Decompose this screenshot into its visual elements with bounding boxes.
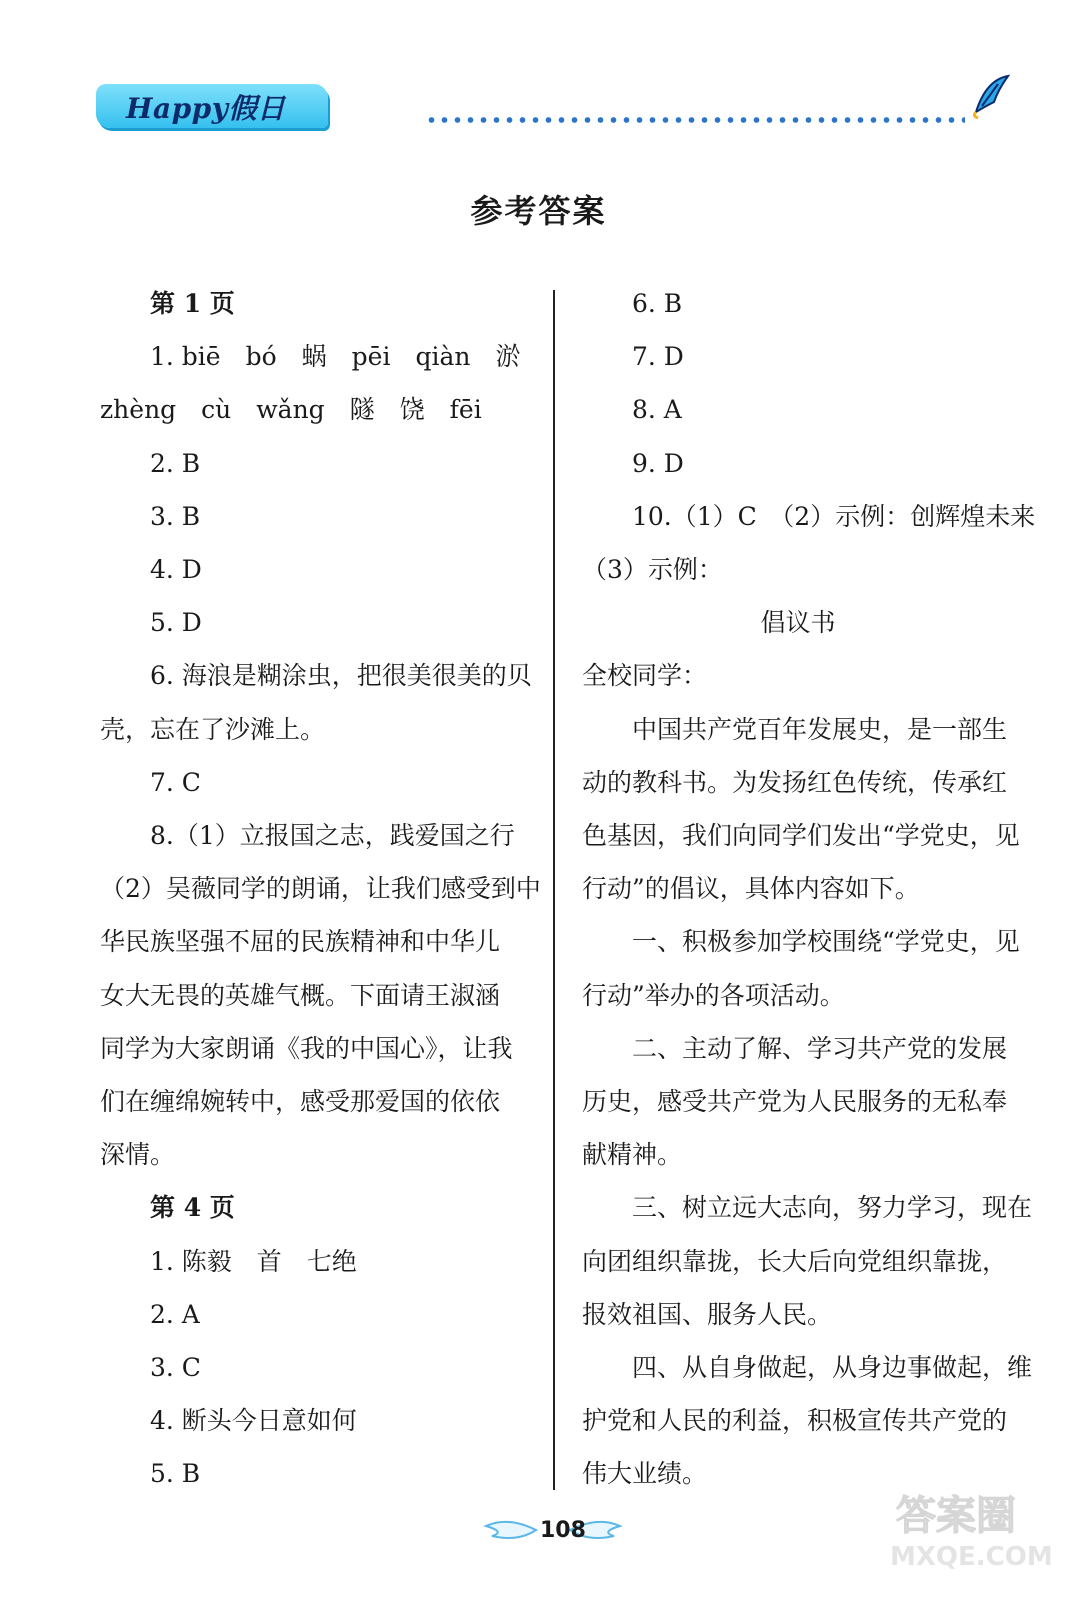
right-column-line: 倡议书 — [760, 608, 836, 638]
right-column-line: 行动”的倡议，具体内容如下。 — [582, 874, 920, 904]
watermark — [890, 1478, 1060, 1588]
left-column-line: 2. B — [150, 448, 201, 478]
left-column-line: 5. B — [150, 1459, 201, 1489]
left-column-line: 第 1 页 — [150, 289, 235, 318]
left-column-line: 第 4 页 — [150, 1193, 235, 1223]
right-column-line: 四、从自身做起，从身边事做起，维 — [632, 1353, 1033, 1382]
right-column-line: 二、主动了解、学习共产党的发展 — [632, 1033, 1008, 1063]
column-divider — [553, 290, 555, 1490]
right-column-line: 中国共产党百年发展史，是一部生 — [632, 714, 1008, 744]
left-column-line: （2）吴薇同学的朗诵，让我们感受到中 — [100, 874, 541, 904]
right-column-line: 护党和人民的利益，积极宣传共产党的 — [582, 1406, 1008, 1436]
left-column-line: 壳，忘在了沙滩上。 — [100, 714, 326, 744]
right-column-line: 动的教科书。为发扬红色传统，传承红 — [582, 767, 1008, 797]
watermark-bottom: MXQE.COM — [890, 1542, 1053, 1572]
right-column-line: 全校同学： — [582, 661, 708, 691]
page-number: 108 — [540, 1518, 586, 1543]
right-column-line: 10.（1）C （2）示例：创辉煌未来 — [632, 501, 1036, 531]
left-column-line: 女大无畏的英雄气概。下面请王淑涵 — [100, 980, 501, 1010]
left-column-line: 深情。 — [100, 1140, 176, 1170]
left-column-line: 3. C — [150, 1353, 201, 1382]
brand-badge — [96, 84, 328, 128]
left-column-line: 同学为大家朗诵《我的中国心》，让我 — [100, 1033, 513, 1063]
watermark-top: 答案圈 — [896, 1493, 1016, 1539]
left-column-line: 华民族坚强不屈的民族精神和中华儿 — [100, 927, 501, 957]
right-column-line: 向团组织靠拢，长大后向党组织靠拢， — [582, 1246, 1008, 1276]
left-column-line: 6. 海浪是糊涂虫，把很美很美的贝 — [150, 661, 532, 691]
right-column-line: 报效祖国、服务人民。 — [582, 1299, 833, 1329]
left-column-line: 4. D — [150, 555, 202, 584]
left-column-line: 7. C — [150, 767, 201, 797]
right-column-line: 6. B — [632, 289, 683, 318]
left-column-line: 5. D — [150, 608, 202, 638]
right-column-line: （3）示例： — [582, 555, 723, 584]
right-column-line: 历史，感受共产党为人民服务的无私奉 — [582, 1087, 1008, 1116]
left-column-line: 1. 陈毅 首 七绝 — [150, 1246, 357, 1276]
right-column-line: 8. A — [632, 395, 682, 425]
page-title: 参考答案 — [470, 192, 607, 230]
right-column-line: 行动”举办的各项活动。 — [582, 980, 845, 1010]
left-column-line: 们在缠绵婉转中，感受那爱国的依依 — [100, 1087, 501, 1116]
left-column-line: 1. biē bó 蜗 pēi qiàn 淤 — [150, 342, 521, 372]
right-column-line: 色基因，我们向同学们发出“学党史，见 — [582, 821, 1020, 850]
left-column-line: 4. 断头今日意如何 — [150, 1406, 357, 1436]
right-column-line: 献精神。 — [582, 1140, 683, 1170]
left-column-line: 2. A — [150, 1299, 200, 1329]
left-column-line: 8.（1）立报国之志，践爱国之行 — [150, 821, 515, 850]
right-column-line: 伟大业绩。 — [582, 1459, 708, 1489]
left-column-line: 3. B — [150, 501, 201, 531]
left-column-line: zhèng cù wǎng 隧 饶 fēi — [100, 395, 482, 425]
right-column-line: 7. D — [632, 342, 684, 372]
kite-icon — [968, 72, 1012, 120]
right-column-line: 三、树立远大志向，努力学习，现在 — [632, 1193, 1033, 1223]
right-column-line: 9. D — [632, 448, 684, 478]
dotted-divider — [425, 116, 965, 124]
right-column-line: 一、积极参加学校围绕“学党史，见 — [632, 927, 1020, 957]
brand-label: Happy假日 — [126, 92, 286, 125]
